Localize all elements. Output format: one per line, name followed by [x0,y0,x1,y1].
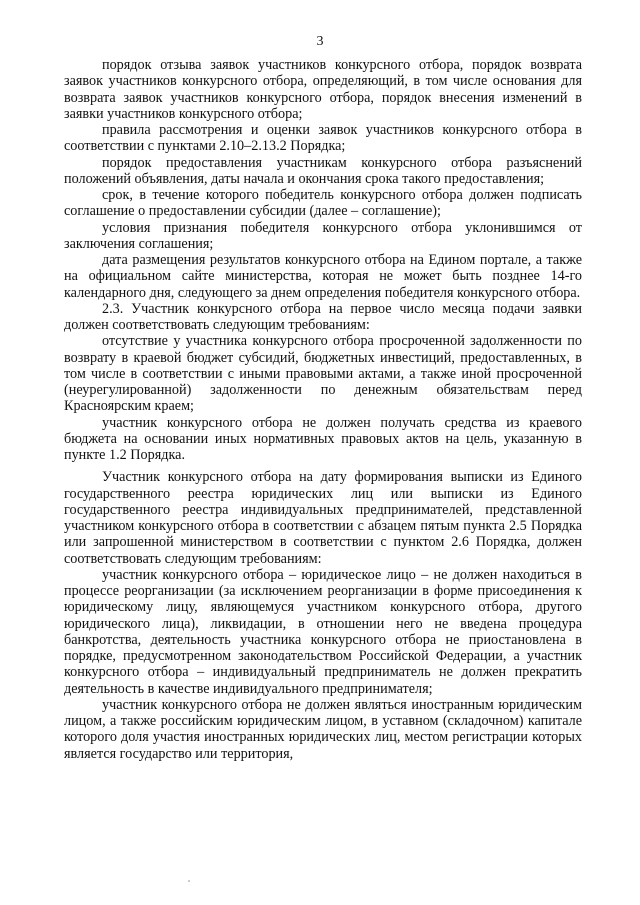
paragraph-registry-extract: Участник конкурсного отбора на дату формирования выписки из Единого государственного реестра юридических лиц или выписки из Единого государственного реестра индивидуальных предпринимателей, представленной участником конкурсного отбора в соответствии с абзацем пятым пункта 2.5 Порядка или запрошенной министерством в соответствии с пунктом 2.6 Порядка, должен соответствовать следующим требованиям: [64,469,582,567]
scan-artifact [188,880,190,882]
paragraph-foreign-entity: участник конкурсного отбора не должен являться иностранным юридическим лицом, а также российским юридическим лицом, в уставном (складочном) капитале которого доля участия иностранных юридических лиц, местом регистрации которых является государство или территория, [64,696,582,762]
paragraph-section-2-3: 2.3. Участник конкурсного отбора на первое число месяца подачи заявки должен соответствовать следующим требованиям: [64,300,582,333]
paragraph-evasion-conditions: условия признания победителя конкурсного отбора уклонившимся от заключения соглашения; [64,219,582,252]
paragraph-no-other-funding: участник конкурсного отбора не должен получать средства из краевого бюджета на основании иных нормативных правовых актов на цель, указанную в пункте 1.2 Порядка. [64,414,582,463]
paragraph-withdrawal-procedure: порядок отзыва заявок участников конкурсного отбора, порядок возврата заявок участников конкурсного отбора, определяющий, в том числе основания для возврата заявок участников конкурсного отбора, порядок внесения изменений в заявки участников конкурсного отбора; [64,57,582,122]
paragraph-legal-entity-status: участник конкурсного отбора – юридическое лицо – не должен находиться в процессе реорганизации (за исключением реорганизации в форме присоединения к юридическому лицу, являющемуся участником конкурсного отбора, другого юридического лица), ликвидации, в отношении него не введена процедура банкротства, деятельность участника конкурсного отбора не приостановлена в порядке, предусмотренном законодательством Российской Федерации, а участник конкурсного отбора – индивидуальный предприниматель не должен прекратить деятельность в качестве индивидуального предпринимателя; [64,566,582,697]
paragraph-clarification-procedure: порядок предоставления участникам конкурсного отбора разъяснений положений объявления, даты начала и окончания срока такого предоставления; [64,154,582,187]
paragraph-review-rules: правила рассмотрения и оценки заявок участников конкурсного отбора в соответствии с пунктами 2.10–2.13.2 Порядка; [64,122,582,155]
paragraph-signing-deadline: срок, в течение которого победитель конкурсного отбора должен подписать соглашение о предоставлении субсидии (далее – соглашение); [64,187,582,220]
page-number: 3 [316,34,324,49]
paragraph-no-overdue-debt: отсутствие у участника конкурсного отбора просроченной задолженности по возврату в краевой бюджет субсидий, бюджетных инвестиций, предоставленных, в том числе в соответствии с иными правовыми актами, а также иной просроченной (неурегулированной) задолженности по денежным обязательствам перед Красноярским краем; [64,333,582,415]
document-body [64,57,582,762]
paragraph-results-date: дата размещения результатов конкурсного отбора на Едином портале, а также на официальном сайте министерства, которая не может быть позднее 14-го календарного дня, следующего за днем определения победителя конкурсного отбора. [64,252,582,301]
